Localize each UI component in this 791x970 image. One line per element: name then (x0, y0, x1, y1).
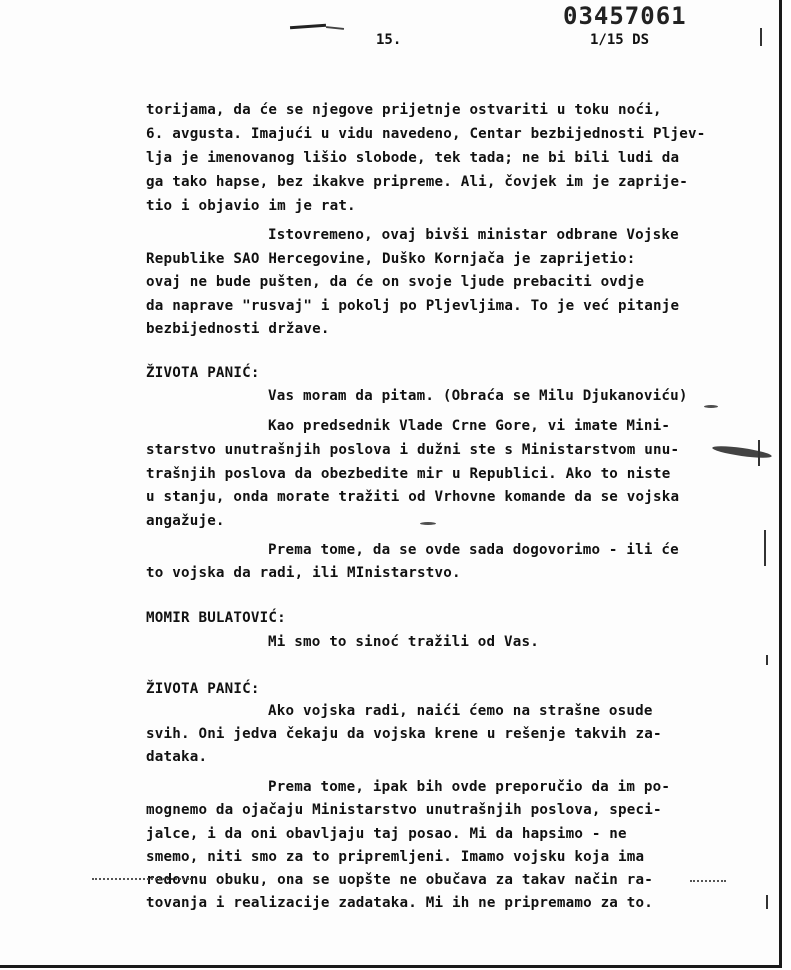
text-line: to vojska da radi, ili MInistarstvo. (146, 565, 461, 581)
scan-mark (290, 24, 326, 30)
text-line: torijama, da će se njegove prijetnje ostvariti u toku noći, (146, 102, 662, 118)
speaker-name: ŽIVOTA PANIĆ: (146, 365, 260, 381)
text-line: jalce, i da oni obavljaju taj posao. Mi da hapsimo - ne (146, 826, 627, 842)
text-line: Istovremeno, ovaj bivši ministar odbrane Vojske (268, 227, 679, 243)
scan-dots (92, 878, 192, 880)
scan-border (0, 965, 782, 968)
text-line: trašnjih poslova da obezbedite mir u Republici. Ako to niste (146, 466, 671, 482)
text-line: tio i objavio im je rat. (146, 198, 356, 214)
text-line: starstvo unutrašnjih poslova i dužni ste s Ministarstvom unu- (146, 442, 680, 458)
speaker-name: ŽIVOTA PANIĆ: (146, 681, 260, 697)
scan-smudge (712, 444, 773, 460)
scan-dots (690, 880, 726, 882)
scan-smudge (704, 405, 718, 408)
text-line: Republike SAO Hercegovine, Duško Kornjača je zaprijetio: (146, 251, 636, 267)
text-line: da naprave "rusvaj" i pokolj po Pljevljima. To je već pitanje (146, 298, 680, 314)
text-line: mognemo da ojačaju Ministarstvo unutrašnjih poslova, speci- (146, 802, 662, 818)
scan-edge-mark (760, 28, 762, 46)
text-line: Prema tome, da se ovde sada dogovorimo - ili će (268, 542, 679, 558)
scan-smudge (420, 522, 436, 525)
text-line: ga tako hapse, bez ikakve pripreme. Ali, čovjek im je zaprije- (146, 174, 688, 190)
speaker-name: MOMIR BULATOVIĆ: (146, 610, 286, 626)
text-line: smemo, niti smo za to pripremljeni. Imamo vojsku koja ima (146, 849, 645, 865)
text-line: Vas moram da pitam. (Obraća se Milu Djukanoviću) (268, 388, 688, 404)
page-number: 15. (376, 32, 402, 48)
text-line: Mi smo to sinoć tražili od Vas. (268, 634, 539, 650)
text-line: redovnu obuku, ona se uopšte ne obučava za takav način ra- (146, 872, 654, 888)
text-line: u stanju, onda morate tražiti od Vrhovne komande da se vojska (146, 489, 680, 505)
scan-edge-mark (758, 440, 760, 466)
text-line: angažuje. (146, 513, 225, 529)
scan-edge-mark (766, 655, 768, 665)
text-line: dataka. (146, 749, 208, 765)
scan-edge-mark (766, 895, 768, 909)
text-line: Ako vojska radi, naići ćemo na strašne osude (268, 703, 653, 719)
text-line: Prema tome, ipak bih ovde preporučio da im po- (268, 779, 671, 795)
text-line: Kao predsednik Vlade Crne Gore, vi imate Mini- (268, 418, 671, 434)
text-line: tovanja i realizacije zadataka. Mi ih ne pripremamo za to. (146, 895, 654, 911)
text-line: bezbijednosti države. (146, 321, 330, 337)
page-reference: 1/15 DS (590, 32, 650, 48)
text-line: svih. Oni jedva čekaju da vojska krene u rešenje takvih za- (146, 726, 662, 742)
scan-border (779, 0, 782, 968)
document-number: 03457061 (563, 2, 687, 30)
text-line: 6. avgusta. Imajući u vidu navedeno, Centar bezbijednosti Pljev- (146, 126, 706, 142)
text-line: lja je imenovanog lišio slobode, tek tada; ne bi bili ludi da (146, 150, 680, 166)
scan-mark (326, 26, 344, 30)
scan-edge-mark (764, 530, 766, 566)
text-line: ovaj ne bude pušten, da će on svoje ljude prebaciti ovdje (146, 274, 645, 290)
